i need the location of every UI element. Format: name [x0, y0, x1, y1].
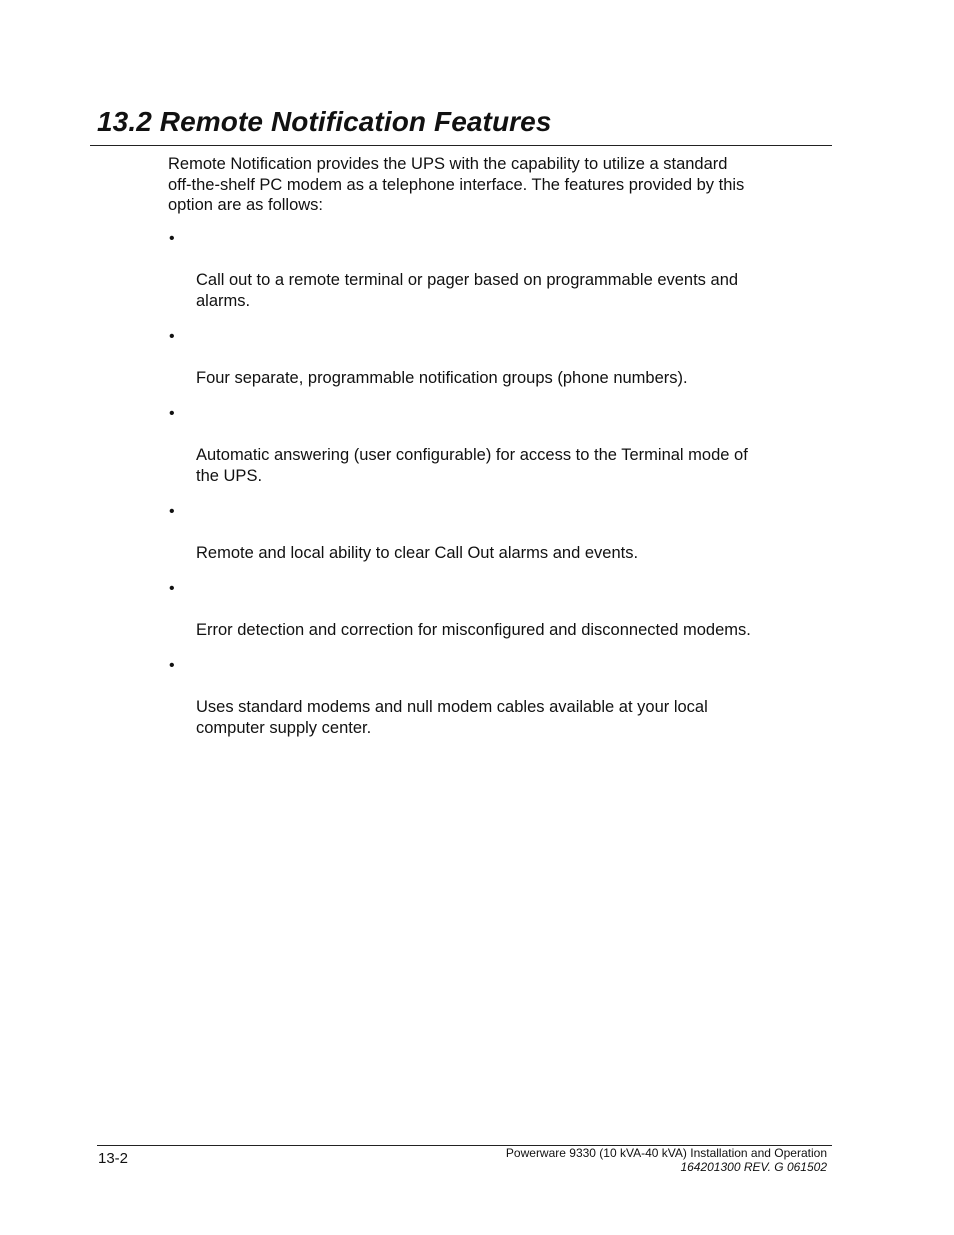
bullet-icon: •	[169, 328, 175, 345]
heading-divider	[90, 145, 832, 146]
intro-paragraph: Remote Notification provides the UPS with the capability to utilize a standard off-the-shelf PC modem as a telephone interface. The features provided by this option are as follows:	[168, 155, 745, 214]
bullet-icon: •	[169, 405, 175, 422]
list-item-text: Automatic answering (user configurable) for access to the Terminal mode of the UPS.	[196, 446, 748, 485]
list-item	[168, 228, 798, 312]
section-heading: 13.2 Remote Notification Features	[97, 106, 552, 137]
list-item	[168, 578, 798, 641]
list-item-text: Call out to a remote terminal or pager based on programmable events and alarms.	[196, 271, 739, 310]
list-item-text: Four separate, programmable notification groups (phone numbers).	[196, 369, 688, 387]
bullet-icon: •	[169, 230, 175, 247]
list-item	[168, 501, 798, 564]
list-item	[168, 403, 798, 487]
list-item-text: Error detection and correction for misconfigured and disconnected modems.	[196, 621, 751, 639]
footer-info	[506, 1146, 827, 1174]
list-item-text: Remote and local ability to clear Call Out alarms and events.	[196, 544, 639, 562]
bullet-icon: •	[169, 657, 175, 674]
list-item	[168, 655, 798, 739]
manual-title: Powerware 9330 (10 kVA-40 kVA) Installation and Operation	[505, 1146, 827, 1160]
list-item	[168, 326, 798, 389]
document-number: 164201300 REV. G 061502	[680, 1160, 827, 1174]
page-number: 13-2	[98, 1150, 129, 1167]
feature-list	[168, 228, 798, 753]
list-item-text: Uses standard modems and null modem cables available at your local computer supply center.	[196, 698, 708, 737]
bullet-icon: •	[169, 503, 175, 520]
bullet-icon: •	[169, 580, 175, 597]
